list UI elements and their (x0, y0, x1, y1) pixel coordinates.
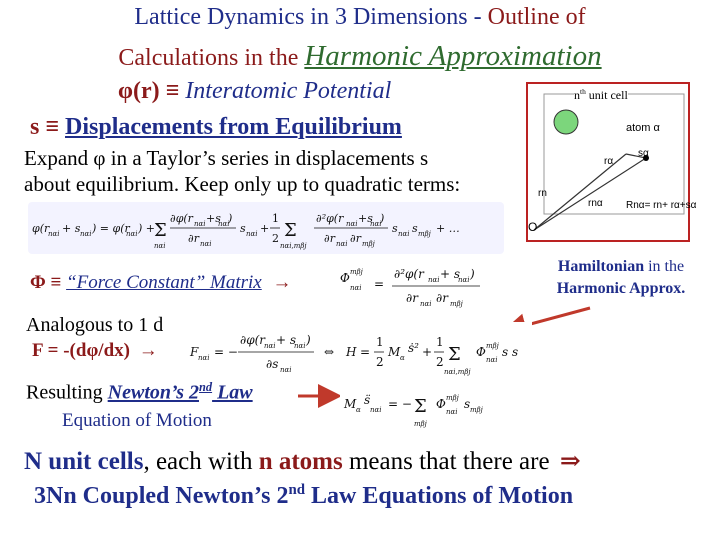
svg-text:α: α (400, 354, 405, 362)
conclusion-sup: nd (288, 482, 306, 498)
title-harmonic: Harmonic Approximation (304, 40, 602, 72)
svg-text:+ s: + s (62, 222, 81, 235)
nth-n: n (574, 88, 580, 102)
svg-text:∂r: ∂r (188, 232, 199, 245)
title-outline: Outline of (487, 4, 586, 30)
force-hamiltonian-svg (186, 322, 532, 384)
svg-text:∂s: ∂s (266, 357, 279, 371)
svg-text:Σ: Σ (284, 220, 297, 241)
svg-text:∂r: ∂r (324, 232, 335, 245)
newton-law-a: Newton’s 2 (107, 381, 199, 404)
svg-text:Σ: Σ (414, 396, 427, 417)
conclusion-n-atoms: n atoms (258, 448, 343, 475)
svg-text:nαi: nαi (80, 230, 92, 238)
title-calculations: Calculations in the (118, 45, 305, 71)
svg-text:nαi: nαi (200, 240, 212, 248)
r-eq-label: Rnα= rn+ rα+sα (626, 200, 697, 211)
svg-text:nαi: nαi (428, 276, 440, 284)
svg-text:Σ: Σ (154, 220, 167, 241)
svg-text:1: 1 (436, 335, 444, 349)
conclusion-means-that: means that there are (342, 448, 550, 475)
hamiltonian-line-2: Harmonic Approx. (556, 280, 686, 297)
conclusion-line-2 (34, 482, 573, 510)
svg-text:∂r: ∂r (436, 291, 448, 305)
svg-text:s̈: s̈ (364, 393, 371, 407)
svg-text:): ) (228, 212, 233, 225)
conclusion-each-with: , each with (143, 448, 259, 475)
analogous-formula: F = -(dφ/dx) (32, 340, 130, 361)
svg-text:+ …: + … (436, 222, 460, 235)
svg-text:+ s: + s (440, 267, 461, 281)
svg-text:∂φ(r: ∂φ(r (170, 212, 193, 225)
svg-text:nαi,mβj: nαi,mβj (280, 242, 307, 250)
svg-text:nαi: nαi (280, 366, 292, 374)
svg-text:nαi: nαi (194, 220, 206, 228)
svg-text:nαi: nαi (264, 342, 276, 350)
svg-text:M: M (388, 345, 401, 359)
conclusion-3nn: 3Nn Coupled Newton’s 2 (34, 483, 289, 509)
svg-text:mβj: mβj (414, 420, 427, 428)
analogous-line-1: Analogous to 1 d (26, 314, 164, 336)
svg-text:mβj: mβj (362, 240, 375, 248)
phi-symbol: φ(r) ≡ (118, 78, 186, 104)
svg-text:nαi: nαi (48, 230, 60, 238)
svg-text:α: α (356, 406, 361, 414)
svg-text:+s: +s (206, 212, 221, 225)
svg-text:∂φ(r: ∂φ(r (240, 333, 266, 347)
conclusion-arrow-icon: ⇒ (559, 448, 581, 475)
svg-text:mβj: mβj (450, 300, 463, 308)
svg-text:) +: ) + (138, 222, 156, 235)
svg-text:mβj: mβj (470, 406, 483, 414)
equation-of-motion-svg (340, 382, 526, 432)
svg-text:= −: = − (214, 345, 238, 359)
svg-text:): ) (470, 267, 475, 281)
svg-text:ṡ²: ṡ² (408, 341, 419, 355)
svg-text:nαi: nαi (446, 408, 458, 416)
phi-matrix-symbol: Φ ≡ (30, 272, 67, 293)
origin-label: O (528, 220, 538, 234)
svg-text:nαi: nαi (458, 276, 470, 284)
svg-text:s: s (392, 222, 398, 235)
newton-line-1 (26, 380, 253, 405)
svg-text:M: M (344, 397, 357, 411)
svg-text:Φ: Φ (340, 271, 350, 285)
svg-text:nαi: nαi (398, 230, 410, 238)
newton-resulting: Resulting (26, 381, 108, 404)
svg-text:nαi: nαi (294, 342, 306, 350)
svg-text:∂²φ(r: ∂²φ(r (316, 212, 344, 225)
svg-text:) = φ(r: ) = φ(r (92, 222, 130, 235)
force-constant-arrow-icon: → (272, 272, 292, 293)
svg-text:nαi: nαi (154, 242, 166, 250)
svg-text:∂²φ(r: ∂²φ(r (394, 267, 424, 281)
svg-text:nαi: nαi (198, 354, 210, 362)
svg-text:s s: s s (502, 345, 519, 359)
svg-text:Φ: Φ (476, 345, 486, 359)
s-symbol: s ≡ (30, 114, 66, 140)
phi-text: Interatomic Potential (185, 78, 392, 104)
svg-text:nαi: nαi (126, 230, 138, 238)
hamiltonian-word: Hamiltonian (557, 258, 645, 275)
atom-alpha-label: atom α (626, 122, 660, 134)
svg-text:=: = (374, 277, 385, 291)
svg-text:∂r: ∂r (350, 232, 361, 245)
svg-text:+s: +s (358, 212, 373, 225)
expand-line-1: Expand φ in a Taylor’s series in displacements s (24, 146, 429, 170)
r-n-label: rn (538, 188, 547, 199)
svg-text:nαi,mβj: nαi,mβj (444, 368, 471, 376)
svg-text:nαi: nαi (218, 220, 230, 228)
svg-text:H: H (346, 345, 357, 359)
svg-text:Σ: Σ (448, 344, 461, 365)
title-main: Lattice Dynamics in 3 Dimensions - (134, 4, 488, 30)
svg-text:= −: = − (388, 397, 412, 411)
svg-text:nαi: nαi (346, 220, 358, 228)
nth-unit-cell: unit cell (585, 88, 628, 102)
svg-text:mβj: mβj (446, 394, 459, 402)
svg-text:2: 2 (376, 355, 384, 369)
svg-text:φ(r: φ(r (32, 222, 50, 235)
r-alpha-label: rα (604, 156, 614, 167)
svg-text:⇔: ⇔ (324, 345, 335, 359)
svg-text:Φ: Φ (436, 397, 446, 411)
newton-line-2: Equation of Motion (62, 410, 212, 431)
svg-text:): ) (306, 333, 311, 347)
svg-text:nαi: nαi (486, 356, 498, 364)
force-constant-text: “Force Constant” Matrix (66, 272, 262, 293)
svg-text:mβj: mβj (350, 268, 363, 276)
analogous-arrow-icon: → (138, 340, 158, 361)
conclusion-n-unit-cells: N unit cells (24, 448, 144, 475)
conclusion-equations: Law Equations of Motion (305, 483, 574, 509)
svg-text:mβj: mβj (486, 342, 499, 350)
force-hamiltonian-equation (186, 322, 532, 384)
svg-text:+: + (422, 345, 433, 359)
newton-law-c: Law (212, 381, 253, 404)
svg-text:mβj: mβj (418, 230, 431, 238)
svg-text:=: = (360, 345, 371, 359)
svg-text:nαi: nαi (420, 300, 432, 308)
nth-th: th (580, 87, 586, 96)
svg-text:2: 2 (272, 232, 279, 245)
r-n-alpha-label: rnα (588, 198, 603, 209)
s-text: Displacements from Equilibrium (65, 114, 402, 140)
svg-text:nαi: nαi (350, 284, 362, 292)
svg-text:∂r: ∂r (406, 291, 418, 305)
s-alpha-label: sα (638, 148, 649, 159)
svg-text:1: 1 (376, 335, 384, 349)
svg-text:nαi: nαi (246, 230, 258, 238)
hamiltonian-in-the: in the (644, 258, 685, 275)
analogous-line-2 (32, 340, 158, 362)
conclusion-line-1 (24, 446, 581, 476)
svg-text:nαi: nαi (336, 240, 348, 248)
svg-text:): ) (380, 212, 385, 225)
svg-text:1: 1 (272, 212, 279, 225)
svg-text:nαi: nαi (370, 406, 382, 414)
svg-text:2: 2 (436, 355, 444, 369)
svg-text:s: s (240, 222, 246, 235)
svg-text:F: F (190, 345, 199, 359)
expand-line-2: about equilibrium. Keep only up to quadratic terms: (24, 172, 461, 196)
newton-law-sup: nd (198, 380, 213, 394)
svg-text:nαi: nαi (370, 220, 382, 228)
svg-text:+: + (260, 222, 270, 235)
svg-text:s: s (464, 397, 471, 411)
svg-text:s: s (412, 222, 418, 235)
svg-text:+ s: + s (276, 333, 297, 347)
equation-of-motion (340, 382, 526, 432)
